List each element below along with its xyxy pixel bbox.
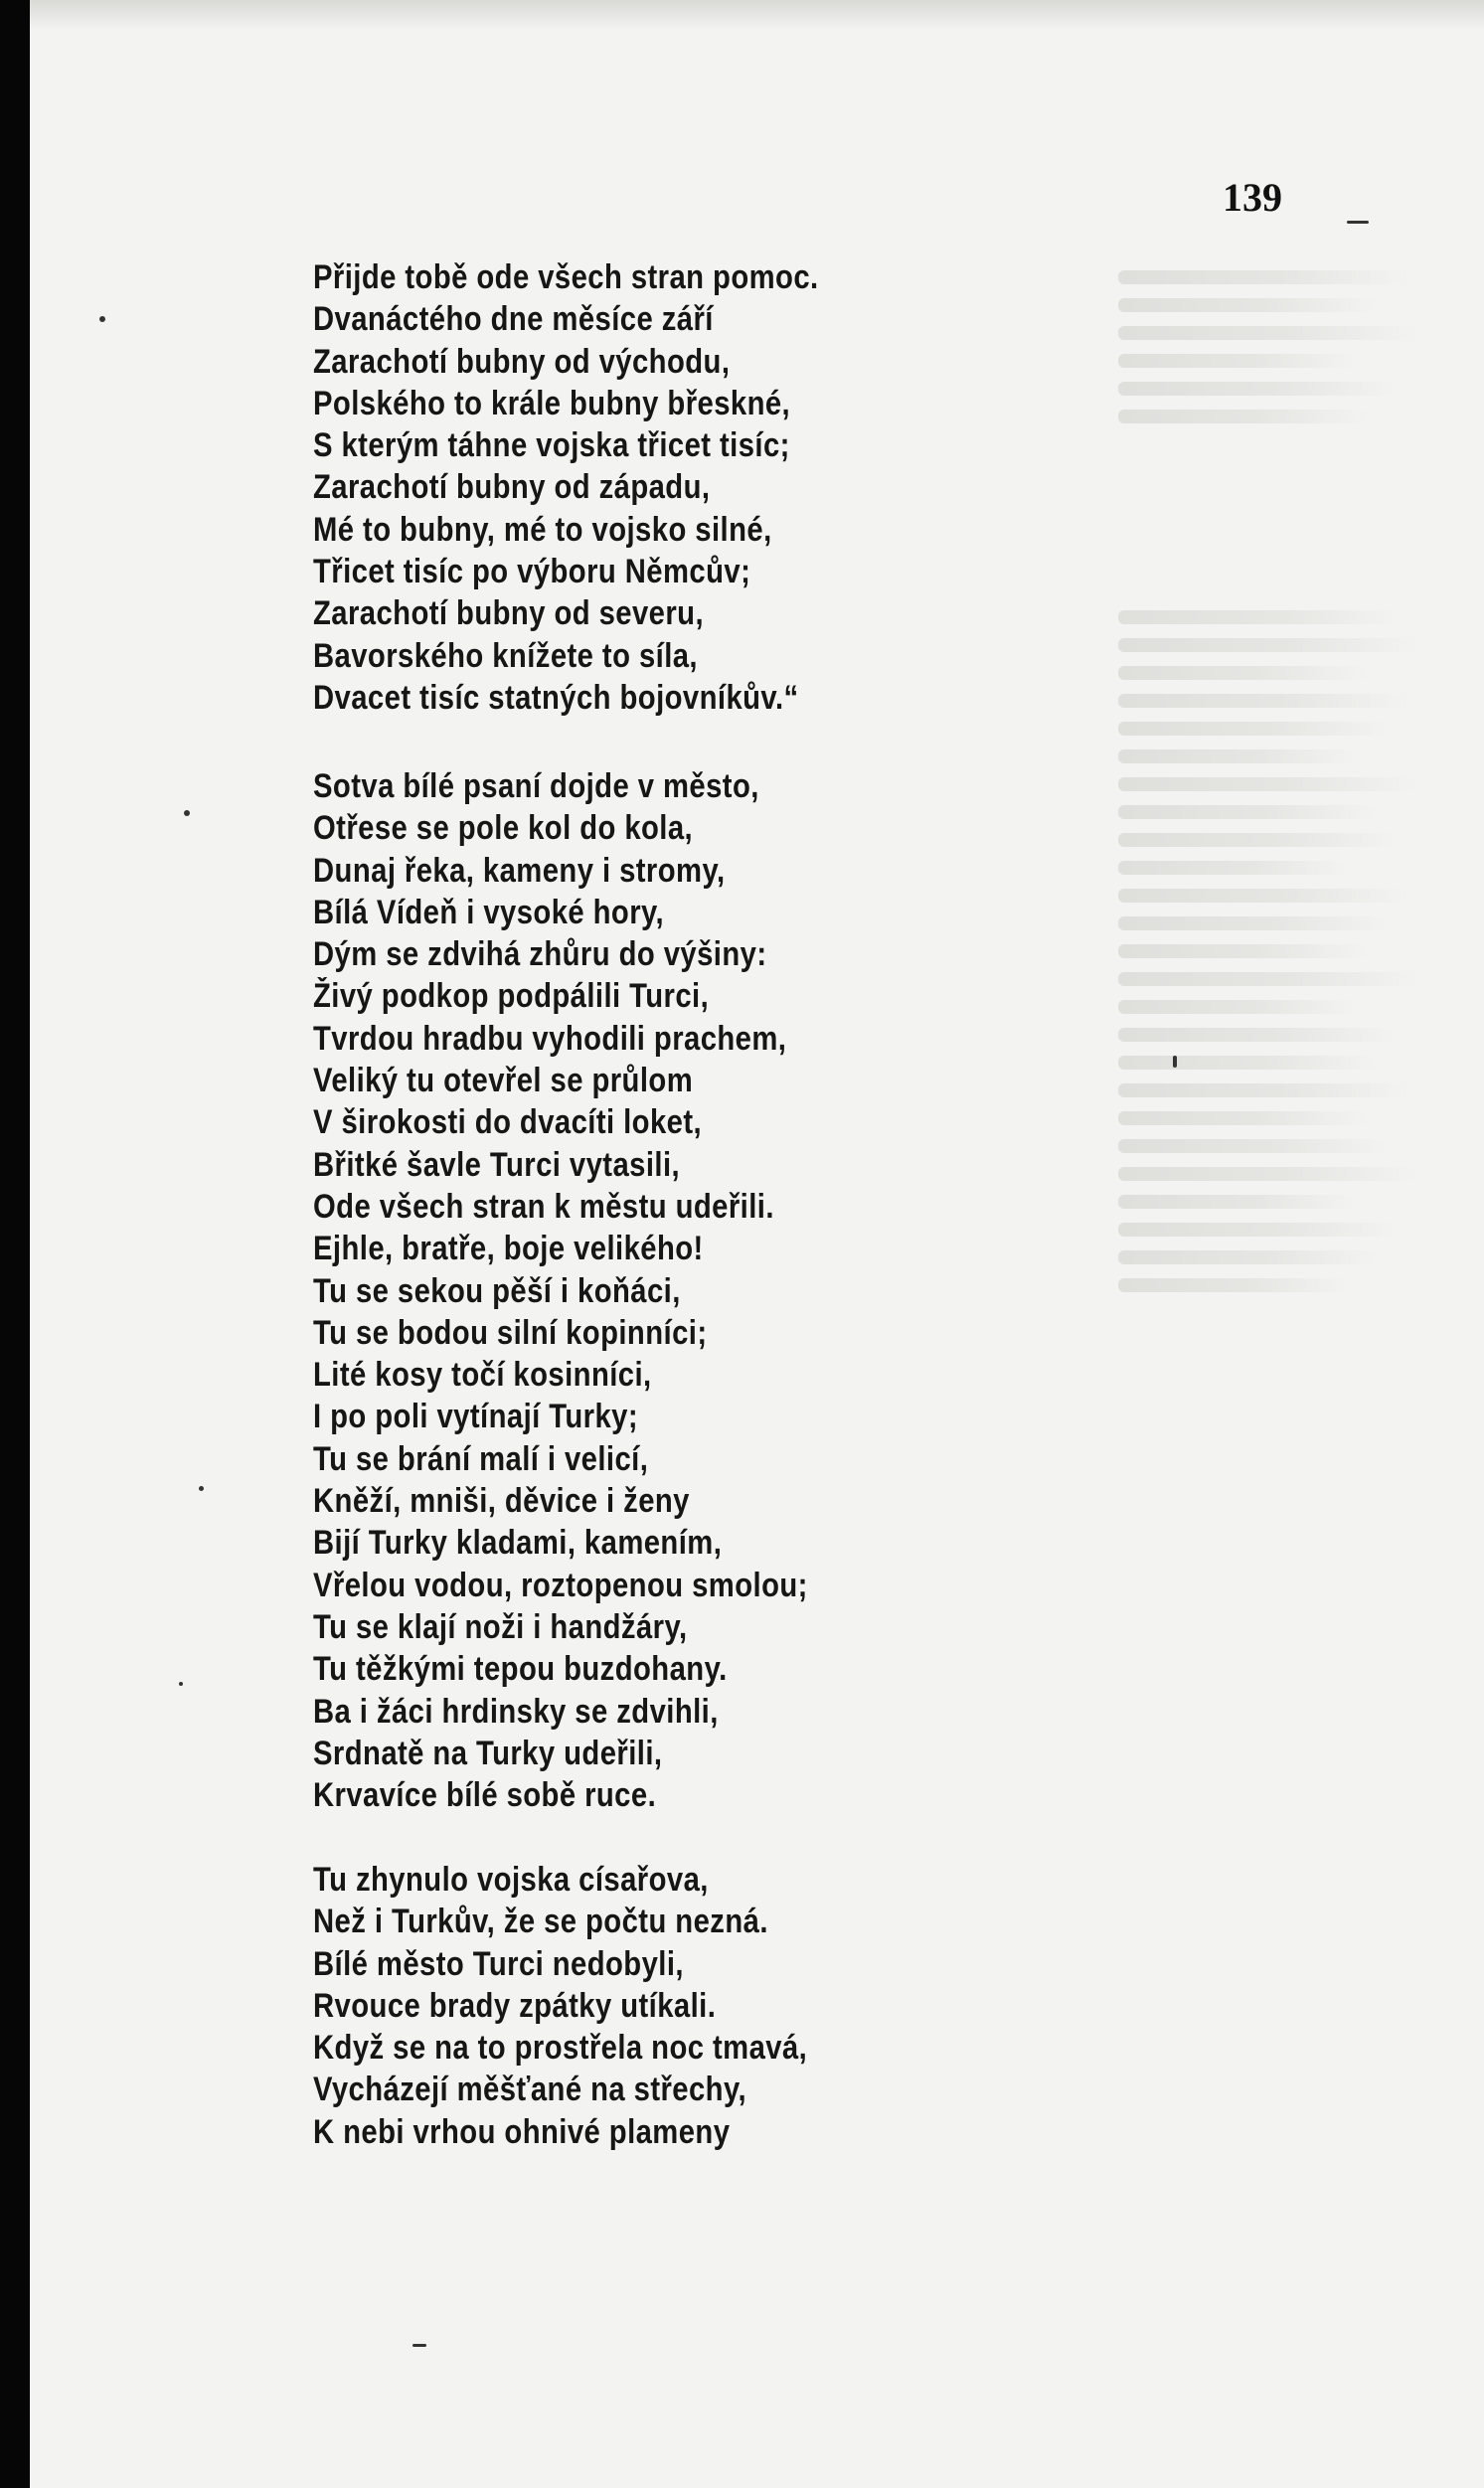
verse-line: Přijde tobě ode všech stran pomoc. [313, 258, 819, 296]
verse-line: Veliký tu otevřel se průlom [313, 1062, 694, 1100]
verse-line: Ode všech stran k městu udeřili. [313, 1187, 774, 1226]
verse-line: Tu se sekou pěší i koňáci, [313, 1271, 681, 1310]
verse-line: Tu se bodou silní kopinníci; [313, 1313, 708, 1352]
verse-line: Bílé město Turci nedobyli, [313, 1944, 684, 1983]
verse-line: Krvavíce bílé sobě ruce. [313, 1776, 657, 1815]
verse-line: Tu se brání malí i velicí, [313, 1439, 649, 1478]
verse-line: Břitké šavle Turci vytasili, [313, 1145, 681, 1184]
verse-line: Tu zhynulo vojska císařova, [313, 1861, 709, 1899]
verse-line: I po poli vytínají Turky; [313, 1398, 639, 1436]
verse-line: Mé to bubny, mé to vojsko silné, [313, 510, 772, 549]
verse-line: Dvanáctého dne měsíce září [313, 300, 714, 339]
verse-line: Polského to krále bubny břeskné, [313, 384, 791, 422]
scan-speck [184, 810, 190, 816]
scan-speck [1173, 1056, 1177, 1068]
verse-line: Tu těžkými tepou buzdohany. [313, 1650, 728, 1689]
verse-line: Ba i žáci hrdinsky se zdvihli, [313, 1692, 719, 1731]
verse-line: Dým se zdvihá zhůru do výšiny: [313, 935, 767, 974]
verse-line: Dvacet tisíc statných bojovníkův.“ [313, 678, 799, 717]
verse-line: Zarachotí bubny od severu, [313, 594, 705, 633]
verse-line: Srdnatě na Turky udeřili, [313, 1734, 663, 1772]
page-top-edge [30, 0, 1484, 30]
verse-line: Otřese se pole kol do kola, [313, 809, 694, 848]
page-number: 139 [1223, 175, 1282, 220]
verse-line: Živý podkop podpálili Turci, [313, 977, 710, 1016]
verse-line: Bavorského knížete to síla, [313, 636, 698, 675]
verse-line: Ejhle, bratře, boje velikého! [313, 1230, 704, 1268]
verse-line: S kterým táhne vojska třicet tisíc; [313, 426, 790, 465]
verse-line: Tvrdou hradbu vyhodili prachem, [313, 1019, 787, 1058]
verse-line: Bílá Vídeň i vysoké hory, [313, 893, 665, 931]
verse-line: K nebi vrhou ohnivé plameny [313, 2112, 731, 2151]
stanza [313, 256, 901, 719]
verse-line: Sotva bílé psaní dojde v město, [313, 767, 759, 805]
scan-speck [179, 1682, 183, 1686]
verse-line: Když se na to prostřela noc tmavá, [313, 2029, 808, 2068]
verse-line: Vřelou vodou, roztopenou smolou; [313, 1566, 808, 1604]
scan-speck [99, 316, 105, 322]
verse-line: Kněží, mniši, děvice i ženy [313, 1482, 690, 1521]
stanza [313, 765, 889, 1816]
verse-line: Třicet tisíc po výboru Němcův; [313, 553, 751, 591]
scan-left-margin [0, 0, 30, 2488]
verse-line: Zarachotí bubny od západu, [313, 468, 711, 507]
verse-line: Zarachotí bubny od východu, [313, 342, 731, 381]
verse-line: Dunaj řeka, kameny i stromy, [313, 851, 726, 890]
verse-line: Lité kosy točí kosinníci, [313, 1356, 652, 1395]
verse-line: Tu se klají noži i handžáry, [313, 1607, 688, 1646]
verse-line: Vycházejí měšťané na střechy, [313, 2071, 747, 2109]
verse-line: V širokosti do dvacíti loket, [313, 1103, 703, 1142]
scan-speck [412, 2344, 426, 2347]
scan-speck [1347, 221, 1369, 224]
verse-line: Než i Turkův, že se počtu nezná. [313, 1903, 768, 1941]
show-through-text [1118, 596, 1436, 2087]
stanza [313, 1859, 888, 2153]
show-through-text [1118, 256, 1436, 555]
book-page [30, 0, 1484, 2488]
verse-line: Rvouce brady zpátky utíkali. [313, 1986, 717, 2025]
scan-speck [199, 1486, 204, 1491]
verse-line: Bijí Turky kladami, kamením, [313, 1524, 723, 1563]
